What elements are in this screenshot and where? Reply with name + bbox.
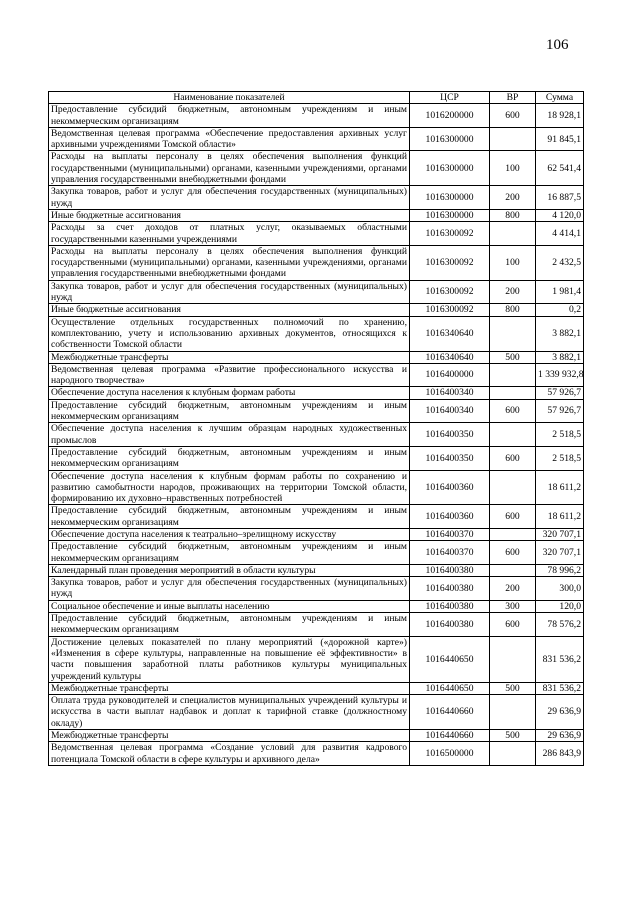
- cell-vr: [490, 387, 536, 399]
- cell-vr: [490, 528, 536, 540]
- table-row: [49, 730, 584, 742]
- cell-sum: 300,0: [536, 577, 584, 601]
- cell-vr: [490, 222, 536, 246]
- cell-sum: 2 518,5: [536, 446, 584, 470]
- cell-sum: 2 518,5: [536, 423, 584, 447]
- cell-sum: 29 636,9: [536, 730, 584, 742]
- cell-vr: 300: [490, 600, 536, 612]
- cell-name: Расходы на выплаты персоналу в целях обеспечения выполнения функций государственными (муниципальными) органами, казенными учреждениями, органами управления государственными внебюджетными фондами: [49, 245, 410, 280]
- table-row: [49, 695, 584, 730]
- table-row: [49, 505, 584, 529]
- cell-vr: 100: [490, 245, 536, 280]
- cell-vr: 600: [490, 613, 536, 637]
- cell-vr: 800: [490, 304, 536, 316]
- cell-code: 1016340640: [410, 351, 490, 363]
- cell-sum: 78 576,2: [536, 613, 584, 637]
- cell-sum: 1 981,4: [536, 280, 584, 304]
- cell-code: 1016400380: [410, 613, 490, 637]
- cell-code: 1016200000: [410, 104, 490, 128]
- table-row: [49, 423, 584, 447]
- cell-code: 1016440650: [410, 636, 490, 682]
- cell-vr: 600: [490, 446, 536, 470]
- cell-name: Ведомственная целевая программа «Развитие профессионального искусства и народного творчества»: [49, 363, 410, 387]
- cell-vr: [490, 564, 536, 576]
- cell-name: Календарный план проведения мероприятий в области культуры: [49, 564, 410, 576]
- table-row: [49, 682, 584, 694]
- cell-code: 1016300000: [410, 209, 490, 221]
- table-row: [49, 470, 584, 505]
- cell-name: Обеспечение доступа населения к клубным формам работы: [49, 387, 410, 399]
- cell-vr: 200: [490, 186, 536, 210]
- cell-code: 1016400380: [410, 577, 490, 601]
- table-row: [49, 528, 584, 540]
- cell-sum: 91 845,1: [536, 127, 584, 151]
- cell-sum: 4 414,1: [536, 222, 584, 246]
- cell-sum: 29 636,9: [536, 695, 584, 730]
- cell-vr: [490, 127, 536, 151]
- cell-code: 1016400380: [410, 600, 490, 612]
- cell-code: 1016400350: [410, 423, 490, 447]
- cell-code: 1016400360: [410, 505, 490, 529]
- cell-vr: 600: [490, 104, 536, 128]
- cell-name: Предоставление субсидий бюджетным, автономным учреждениям и иным некоммерческим организациям: [49, 446, 410, 470]
- table-row: [49, 399, 584, 423]
- cell-sum: 16 887,5: [536, 186, 584, 210]
- cell-name: Осуществление отдельных государственных полномочий по хранению, комплектованию, учету и использованию архивных документов, относящихся к собственности Томской области: [49, 316, 410, 351]
- cell-name: Межбюджетные трансферты: [49, 730, 410, 742]
- cell-name: Закупка товаров, работ и услуг для обеспечения государственных (муниципальных) нужд: [49, 577, 410, 601]
- cell-code: 1016400350: [410, 446, 490, 470]
- cell-vr: [490, 742, 536, 766]
- cell-sum: 3 882,1: [536, 316, 584, 351]
- table-header-row: [49, 92, 584, 104]
- cell-name: Социальное обеспечение и иные выплаты населению: [49, 600, 410, 612]
- cell-vr: [490, 636, 536, 682]
- cell-code: 1016300092: [410, 304, 490, 316]
- cell-code: 1016300000: [410, 127, 490, 151]
- cell-vr: 800: [490, 209, 536, 221]
- cell-sum: 120,0: [536, 600, 584, 612]
- table-row: [49, 742, 584, 766]
- table-row: [49, 280, 584, 304]
- header-vr: ВР: [490, 92, 536, 104]
- cell-sum: 3 882,1: [536, 351, 584, 363]
- cell-code: 1016400340: [410, 387, 490, 399]
- cell-name: Закупка товаров, работ и услуг для обеспечения государственных (муниципальных) нужд: [49, 186, 410, 210]
- cell-code: 1016300092: [410, 245, 490, 280]
- cell-sum: 831 536,2: [536, 682, 584, 694]
- cell-vr: 100: [490, 151, 536, 186]
- cell-code: 1016400370: [410, 528, 490, 540]
- table-row: [49, 541, 584, 565]
- cell-name: Обеспечение доступа населения к театрально–зрелищному искусству: [49, 528, 410, 540]
- cell-name: Обеспечение доступа населения к клубным формам работы по сохранению и развитию самобытности народов, проживающих на территории Томской области, формированию их духовно–нравственных потребностей: [49, 470, 410, 505]
- table-row: [49, 151, 584, 186]
- table-row: [49, 577, 584, 601]
- table-row: [49, 387, 584, 399]
- cell-code: 1016440660: [410, 730, 490, 742]
- cell-code: 1016400380: [410, 564, 490, 576]
- table-row: [49, 363, 584, 387]
- cell-vr: 500: [490, 351, 536, 363]
- cell-name: Ведомственная целевая программа «Создание условий для развития кадрового потенциала Томской области в сфере культуры и архивного дела»: [49, 742, 410, 766]
- cell-code: 1016500000: [410, 742, 490, 766]
- cell-name: Межбюджетные трансферты: [49, 682, 410, 694]
- cell-vr: [490, 423, 536, 447]
- cell-vr: [490, 363, 536, 387]
- cell-code: 1016300092: [410, 280, 490, 304]
- cell-name: Закупка товаров, работ и услуг для обеспечения государственных (муниципальных) нужд: [49, 280, 410, 304]
- cell-name: Оплата труда руководителей и специалистов муниципальных учреждений культуры и искусства в части выплат надбавок и доплат к тарифной ставке (должностному окладу): [49, 695, 410, 730]
- table-row: [49, 186, 584, 210]
- cell-vr: 200: [490, 280, 536, 304]
- cell-vr: [490, 470, 536, 505]
- cell-vr: 600: [490, 505, 536, 529]
- table-row: [49, 245, 584, 280]
- table-body: [49, 104, 584, 766]
- cell-name: Межбюджетные трансферты: [49, 351, 410, 363]
- cell-code: 1016400340: [410, 399, 490, 423]
- cell-name: Предоставление субсидий бюджетным, автономным учреждениям и иным некоммерческим организациям: [49, 613, 410, 637]
- cell-sum: 831 536,2: [536, 636, 584, 682]
- table-row: [49, 209, 584, 221]
- cell-name: Предоставление субсидий бюджетным, автономным учреждениям и иным некоммерческим организациям: [49, 505, 410, 529]
- cell-sum: 1 339 932,8: [536, 363, 584, 387]
- cell-name: Иные бюджетные ассигнования: [49, 209, 410, 221]
- cell-sum: 57 926,7: [536, 399, 584, 423]
- cell-vr: 600: [490, 541, 536, 565]
- table-row: [49, 104, 584, 128]
- cell-sum: 2 432,5: [536, 245, 584, 280]
- cell-sum: 57 926,7: [536, 387, 584, 399]
- table-row: [49, 564, 584, 576]
- table-row: [49, 446, 584, 470]
- cell-sum: 286 843,9: [536, 742, 584, 766]
- cell-sum: 0,2: [536, 304, 584, 316]
- cell-code: 1016440650: [410, 682, 490, 694]
- cell-name: Расходы за счет доходов от платных услуг, оказываемых областными государственными казенными учреждениями: [49, 222, 410, 246]
- cell-code: 1016300000: [410, 151, 490, 186]
- cell-name: Расходы на выплаты персоналу в целях обеспечения выполнения функций государственными (муниципальными) органами, казенными учреждениями, органами управления государственными внебюджетными фондами: [49, 151, 410, 186]
- table-row: [49, 351, 584, 363]
- cell-code: 1016300092: [410, 222, 490, 246]
- cell-name: Обеспечение доступа населения к лучшим образцам народных художественных промыслов: [49, 423, 410, 447]
- table-row: [49, 222, 584, 246]
- cell-vr: 500: [490, 730, 536, 742]
- table-row: [49, 304, 584, 316]
- cell-name: Предоставление субсидий бюджетным, автономным учреждениям и иным некоммерческим организациям: [49, 541, 410, 565]
- cell-vr: [490, 316, 536, 351]
- cell-name: Иные бюджетные ассигнования: [49, 304, 410, 316]
- cell-sum: 320 707,1: [536, 541, 584, 565]
- table-row: [49, 636, 584, 682]
- cell-sum: 62 541,4: [536, 151, 584, 186]
- cell-code: 1016400360: [410, 470, 490, 505]
- table-row: [49, 600, 584, 612]
- header-name: Наименование показателей: [49, 92, 410, 104]
- cell-sum: 320 707,1: [536, 528, 584, 540]
- cell-code: 1016340640: [410, 316, 490, 351]
- table-row: [49, 127, 584, 151]
- cell-vr: 500: [490, 682, 536, 694]
- table-row: [49, 613, 584, 637]
- page-number: 106: [546, 37, 569, 53]
- cell-sum: 4 120,0: [536, 209, 584, 221]
- cell-sum: 78 996,2: [536, 564, 584, 576]
- cell-name: Достижение целевых показателей по плану мероприятий («дорожной карте») «Изменения в сфере культуры, направленные на повышение её эффективности» в части повышения заработной платы работников культуры муниципальных учреждений культуры: [49, 636, 410, 682]
- cell-vr: [490, 695, 536, 730]
- cell-code: 1016440660: [410, 695, 490, 730]
- header-code: ЦСР: [410, 92, 490, 104]
- cell-sum: 18 611,2: [536, 505, 584, 529]
- budget-table: [48, 91, 584, 766]
- cell-vr: 600: [490, 399, 536, 423]
- cell-name: Ведомственная целевая программа «Обеспечение предоставления архивных услуг архивными учреждениями Томской области»: [49, 127, 410, 151]
- cell-sum: 18 928,1: [536, 104, 584, 128]
- header-sum: Сумма: [536, 92, 584, 104]
- cell-code: 1016400000: [410, 363, 490, 387]
- cell-vr: 200: [490, 577, 536, 601]
- cell-name: Предоставление субсидий бюджетным, автономным учреждениям и иным некоммерческим организациям: [49, 399, 410, 423]
- cell-code: 1016400370: [410, 541, 490, 565]
- cell-name: Предоставление субсидий бюджетным, автономным учреждениям и иным некоммерческим организациям: [49, 104, 410, 128]
- cell-sum: 18 611,2: [536, 470, 584, 505]
- table-row: [49, 316, 584, 351]
- cell-code: 1016300000: [410, 186, 490, 210]
